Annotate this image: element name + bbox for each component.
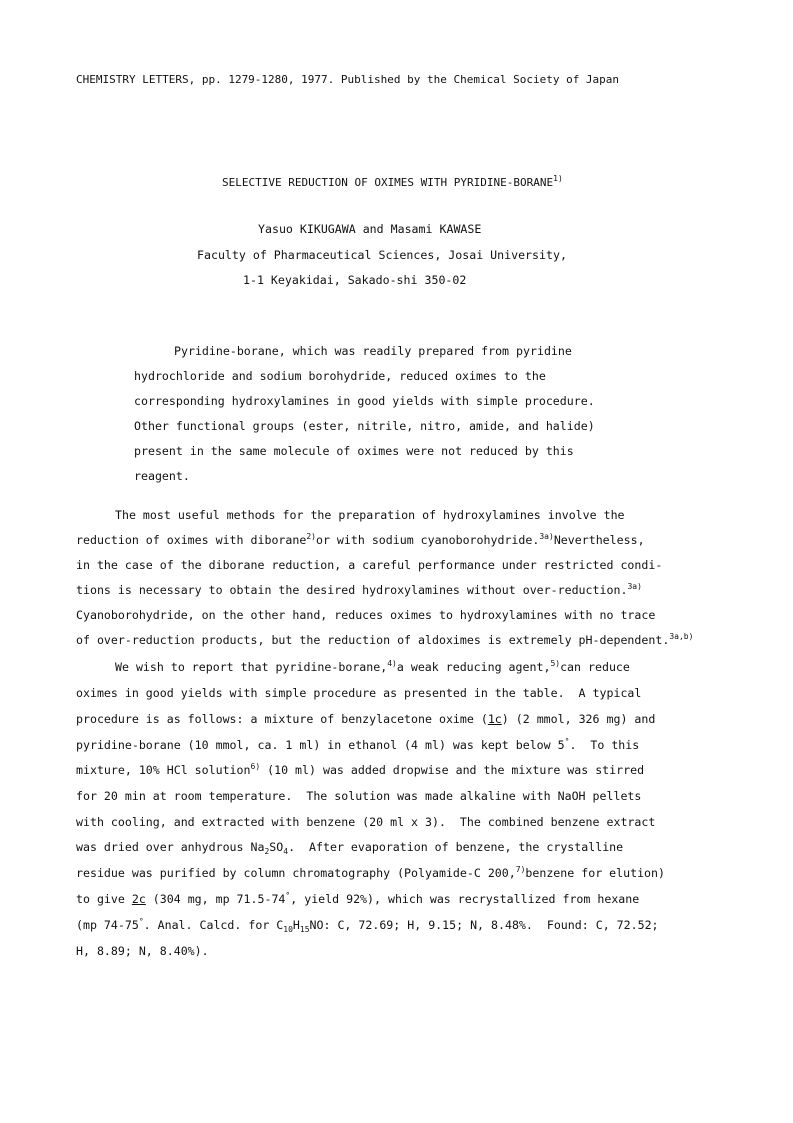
body-line: H, 8.89; N, 8.40%). <box>76 944 209 958</box>
body-text-run: H <box>292 918 300 932</box>
abstract-line: corresponding hydroxylamines in good yields with simple procedure. <box>134 394 595 408</box>
body-text-run: was dried over anhydrous Na <box>76 840 265 854</box>
body-text-run: reduction of oximes with diborane <box>76 533 307 547</box>
body-text-run: can reduce <box>560 660 630 674</box>
body-text-run: . To this <box>569 738 640 752</box>
subscript: 15 <box>299 925 310 934</box>
body-line <box>76 763 644 777</box>
body-text-run: to give <box>76 892 132 906</box>
reference-mark: 4) <box>387 659 397 668</box>
body-text-run: mixture, 10% HCl solution <box>76 763 251 777</box>
body-line: for 20 min at room temperature. The solution was made alkaline with NaOH pellets <box>76 789 642 803</box>
body-line <box>76 583 642 597</box>
body-line: oximes in good yields with simple procedure as presented in the table. A typical <box>76 686 642 700</box>
body-text-run: (mp 74-75 <box>76 918 139 932</box>
reference-mark: 5) <box>550 659 561 668</box>
body-line <box>76 892 639 906</box>
abstract-line: Pyridine-borane, which was readily prepared from pyridine <box>174 344 572 358</box>
body-text-run: tions is necessary to obtain the desired hydroxylamines without over-reduction. <box>76 583 628 597</box>
body-line <box>76 712 655 726</box>
body-text-run: , yield 92%), which was recrystallized from hexane <box>290 892 640 906</box>
reference-mark: 3a) <box>627 582 642 591</box>
abstract-line: Other functional groups (ester, nitrile, nitro, amide, and halide) <box>134 419 595 433</box>
title-text: SELECTIVE REDUCTION OF OXIMES WITH PYRIDINE-BORANE <box>222 176 554 189</box>
affiliation-line-2: 1-1 Keyakidai, Sakado-shi 350-02 <box>243 273 467 287</box>
abstract-line: hydrochloride and sodium borohydride, reduced oximes to the <box>134 369 546 383</box>
body-line: Cyanoborohydride, on the other hand, reduces oximes to hydroxylamines with no trace <box>76 608 656 622</box>
body-line: with cooling, and extracted with benzene (20 ml x 3). The combined benzene extract <box>76 815 656 829</box>
body-line: The most useful methods for the preparation of hydroxylamines involve the <box>115 508 625 522</box>
subscript: 10 <box>283 925 293 934</box>
body-line <box>76 533 645 547</box>
body-line <box>76 866 665 880</box>
body-line <box>76 918 659 932</box>
abstract-line: reagent. <box>134 469 190 483</box>
reference-mark: 7) <box>515 865 526 874</box>
journal-header: CHEMISTRY LETTERS, pp. 1279-1280, 1977. Published by the Chemical Society of Japan <box>76 73 620 86</box>
reference-mark: 6) <box>250 762 261 771</box>
body-text-run: of over-reduction products, but the reduction of aldoximes is extremely pH-dependent. <box>76 633 670 647</box>
body-text-run: procedure is as follows: a mixture of benzylacetone oxime ( <box>76 712 488 726</box>
body-line <box>76 840 623 854</box>
body-text-run: SO <box>269 840 284 854</box>
body-text-run: pyridine-borane (10 mmol, ca. 1 ml) in ethanol (4 ml) was kept below 5 <box>76 738 565 752</box>
body-text-run: (304 mg, mp 71.5-74 <box>145 892 286 906</box>
body-text-run: or with sodium cyanoborohydride. <box>315 533 540 547</box>
body-text-run: (10 ml) was added dropwise and the mixture was stirred <box>260 763 645 777</box>
body-text-run: NO: C, 72.69; H, 9.15; N, 8.48%. Found: C, 72.52; <box>309 918 659 932</box>
body-line <box>76 633 693 647</box>
body-text-run: We wish to report that pyridine-borane, <box>115 660 388 674</box>
body-text-run: . After evaporation of benzene, the crystalline <box>288 840 624 854</box>
compound-label: 1c <box>487 712 502 726</box>
reference-mark: 2) <box>306 532 316 541</box>
degree-mark: ° <box>138 917 144 926</box>
body-text-run: a weak reducing agent, <box>396 660 551 674</box>
body-line: in the case of the diborane reduction, a careful performance under restricted condi- <box>76 558 663 572</box>
reference-mark: 3a,b) <box>669 632 694 641</box>
paper-title <box>222 176 563 190</box>
reference-mark: 3a) <box>539 532 554 541</box>
body-text-run: Nevertheless, <box>553 533 645 547</box>
degree-mark: ° <box>564 737 570 746</box>
affiliation-line-1: Faculty of Pharmaceutical Sciences, Josai University, <box>197 248 567 262</box>
body-text-run: residue was purified by column chromatography (Polyamide-C 200, <box>76 866 516 880</box>
body-line <box>76 738 639 752</box>
subscript: 4 <box>283 847 289 856</box>
degree-mark: ° <box>285 891 291 900</box>
body-text-run: . Anal. Calcd. for C <box>143 918 284 932</box>
abstract-line: present in the same molecule of oximes were not reduced by this <box>134 444 574 458</box>
title-footnote-ref: 1) <box>553 174 563 183</box>
authors: Yasuo KIKUGAWA and Masami KAWASE <box>258 222 482 236</box>
compound-label: 2c <box>131 892 146 906</box>
body-line <box>115 660 630 674</box>
body-text-run: benzene for elution) <box>525 866 665 880</box>
subscript: 2 <box>264 847 270 856</box>
body-text-run: ) (2 mmol, 326 mg) and <box>501 712 656 726</box>
